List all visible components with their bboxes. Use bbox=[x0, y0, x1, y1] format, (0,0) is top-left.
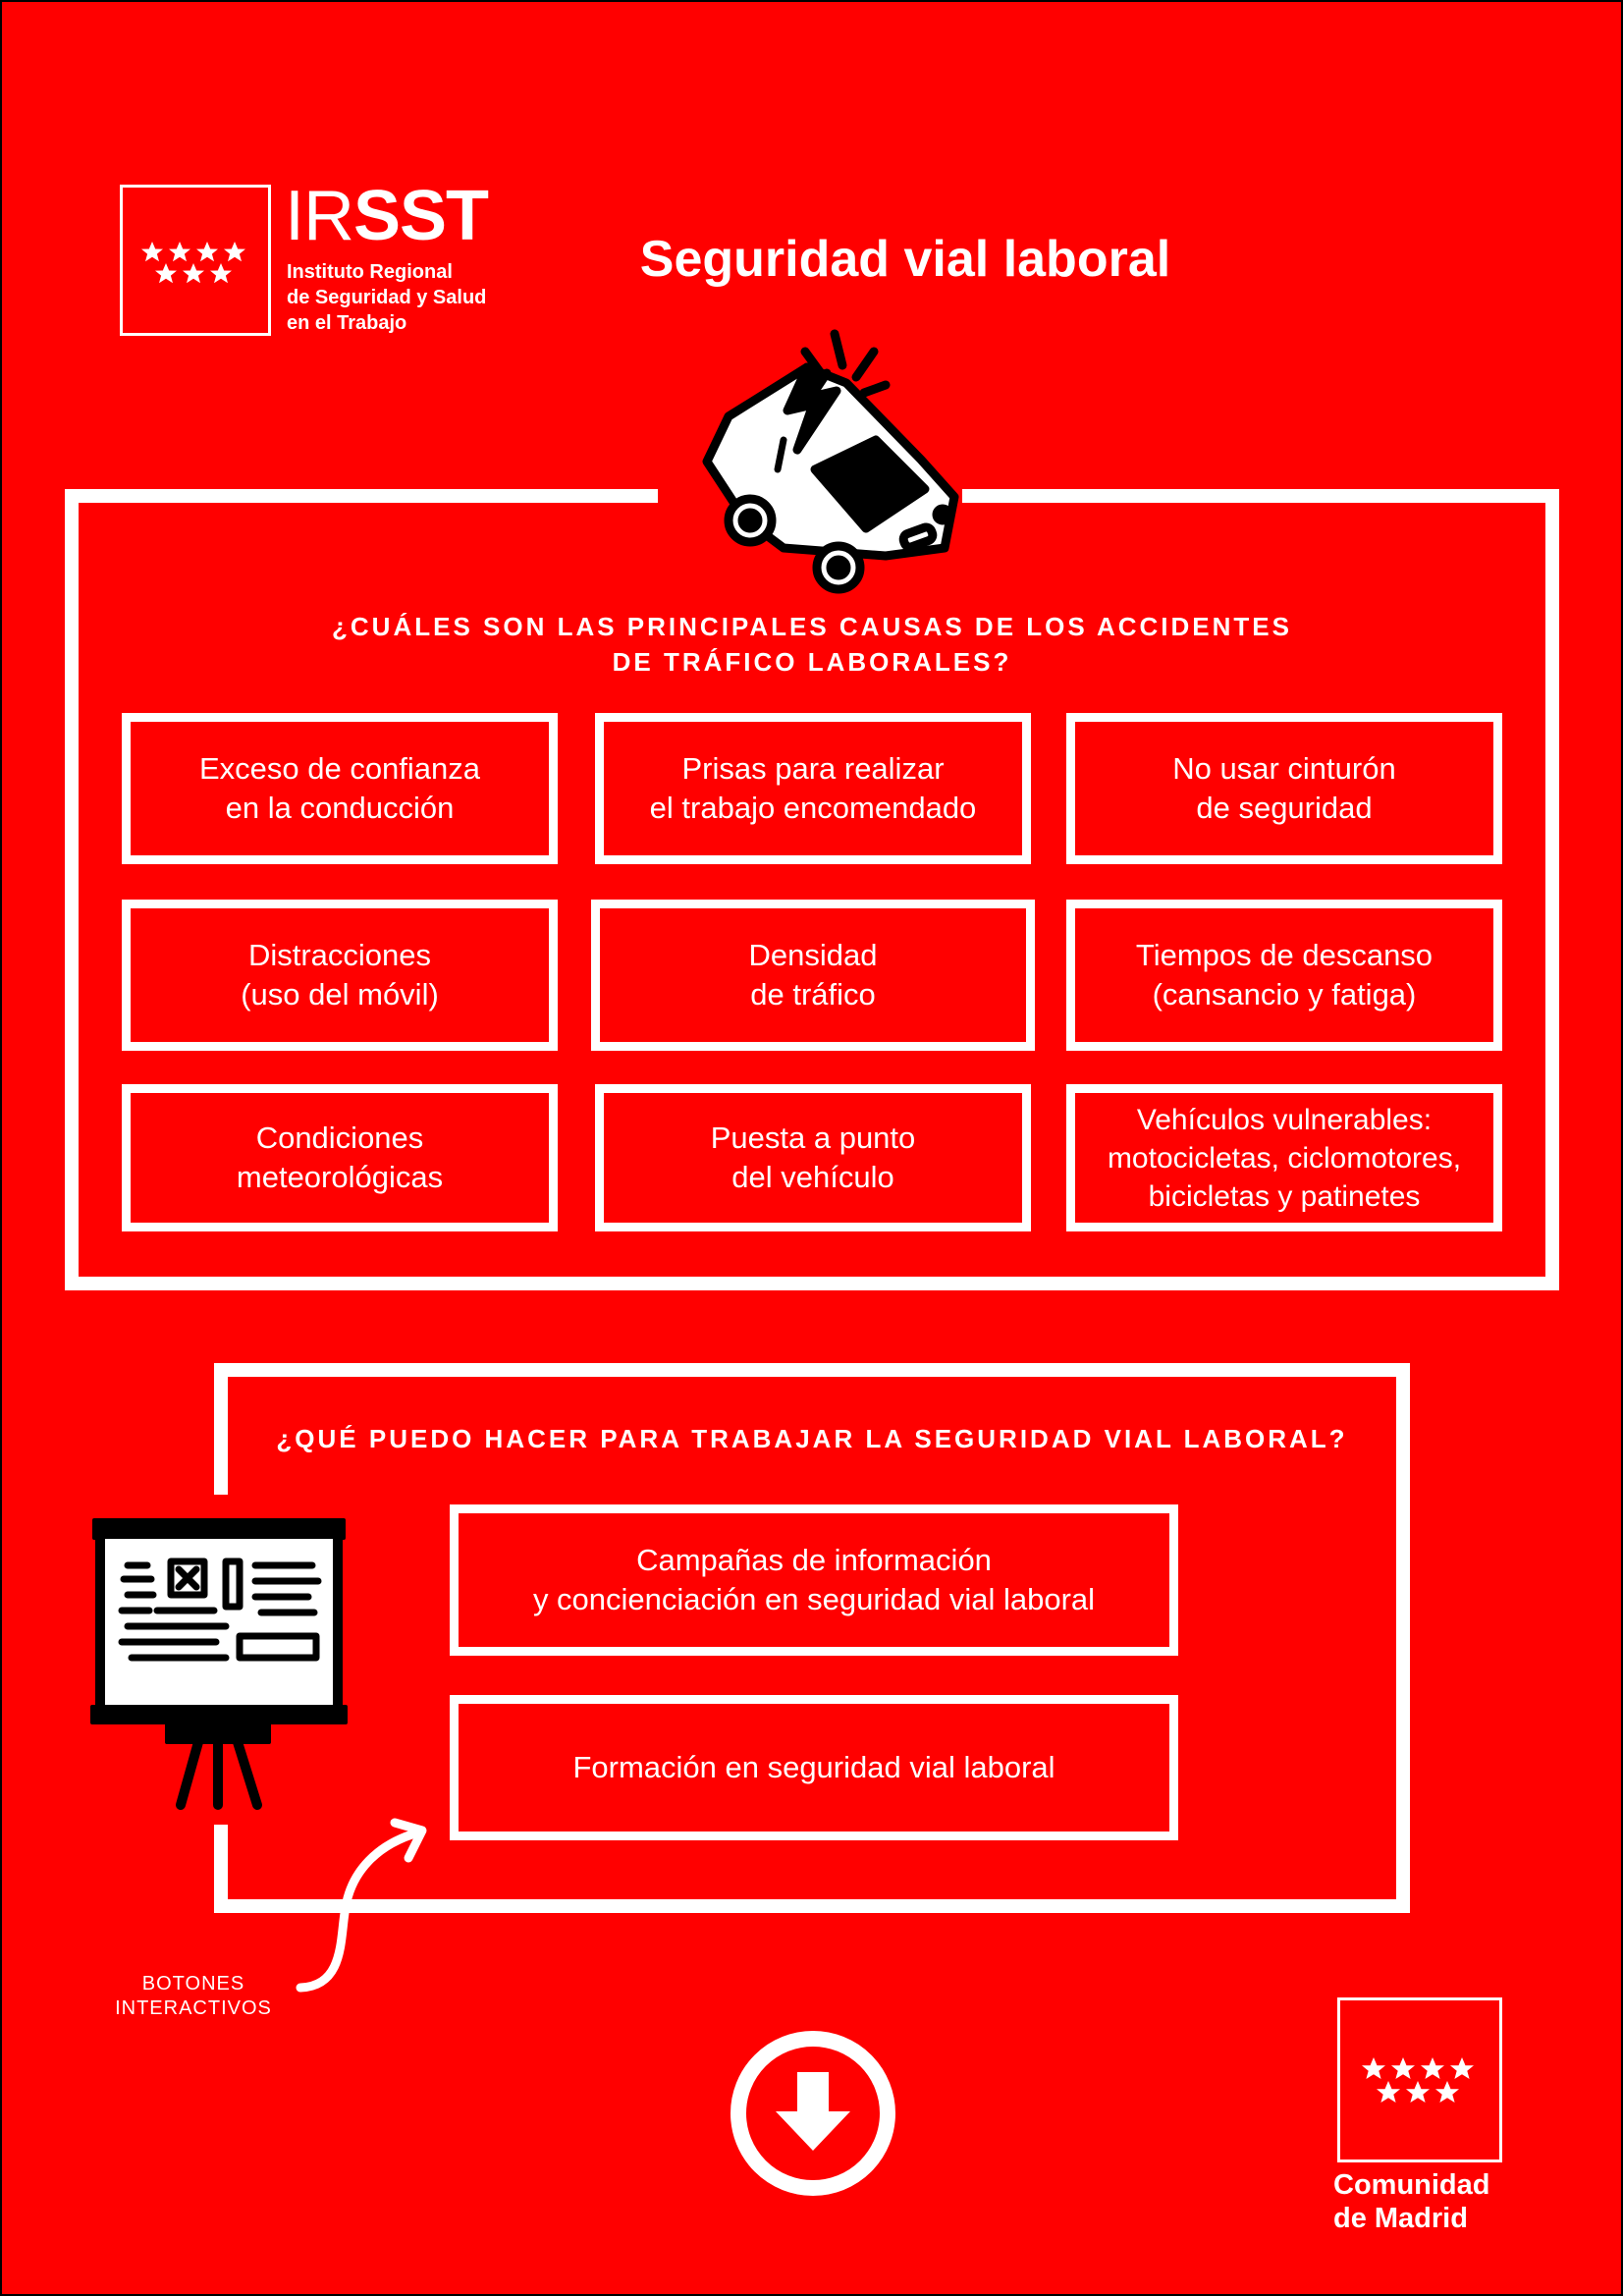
causes-heading-line: DE TRÁFICO LABORALES? bbox=[612, 647, 1012, 677]
causes-heading bbox=[257, 609, 1367, 680]
cause-box: Vehículos vulnerables: motocicletas, ciclomotores, bicicletas y patinetes bbox=[1066, 1084, 1502, 1231]
cause-box: Puesta a punto del vehículo bbox=[595, 1084, 1031, 1231]
irsst-name-line: Instituto Regional bbox=[287, 261, 453, 283]
note-line: BOTONES bbox=[141, 1973, 245, 1995]
training-button[interactable]: Formación en seguridad vial laboral bbox=[450, 1695, 1178, 1840]
cause-box: Tiempos de descanso (cansancio y fatiga) bbox=[1066, 900, 1502, 1051]
cause-box: Condiciones meteorológicas bbox=[122, 1084, 558, 1231]
crashed-van-icon bbox=[689, 322, 964, 597]
acronym-bold: SST bbox=[353, 177, 489, 255]
infographic-page bbox=[2, 2, 1621, 2294]
irsst-full-name bbox=[287, 259, 522, 336]
irsst-name-line: en el Trabajo bbox=[287, 312, 407, 334]
page-title: Seguridad vial laboral bbox=[639, 231, 1171, 288]
irsst-name-line: de Seguridad y Salud bbox=[287, 287, 487, 308]
acronym-thin: IR bbox=[285, 177, 353, 255]
comunidad-madrid-logo bbox=[1337, 1997, 1502, 2162]
curved-arrow-icon bbox=[287, 1809, 444, 1995]
brand-line: Comunidad bbox=[1333, 2169, 1490, 2201]
note-line: INTERACTIVOS bbox=[115, 1997, 272, 2019]
cause-box: Prisas para realizar el trabajo encomendado bbox=[595, 713, 1031, 864]
causes-heading-line: ¿CUÁLES SON LAS PRINCIPALES CAUSAS DE LOS ACCIDENTES bbox=[332, 612, 1292, 641]
cause-box: Distracciones (uso del móvil) bbox=[122, 900, 558, 1051]
download-arrow-icon bbox=[776, 2072, 850, 2151]
interactive-buttons-note bbox=[90, 1972, 297, 2021]
irsst-logo bbox=[120, 185, 271, 336]
presentation-board-icon bbox=[88, 1514, 353, 1819]
cause-box: No usar cinturón de seguridad bbox=[1066, 713, 1502, 864]
stars-emblem-icon bbox=[1340, 2000, 1499, 2159]
brand-line: de Madrid bbox=[1333, 2203, 1468, 2234]
download-button[interactable] bbox=[729, 2029, 897, 2198]
irsst-acronym bbox=[285, 177, 489, 255]
cause-box: Exceso de confianza en la conducción bbox=[122, 713, 558, 864]
stars-emblem-icon bbox=[123, 188, 268, 333]
comunidad-madrid-name bbox=[1333, 2168, 1510, 2235]
cause-box: Densidad de tráfico bbox=[591, 900, 1035, 1051]
actions-heading: ¿QUÉ PUEDO HACER PARA TRABAJAR LA SEGURIDAD VIAL LABORAL? bbox=[276, 1424, 1348, 1453]
campaigns-button[interactable]: Campañas de información y concienciación en seguridad vial laboral bbox=[450, 1504, 1178, 1656]
